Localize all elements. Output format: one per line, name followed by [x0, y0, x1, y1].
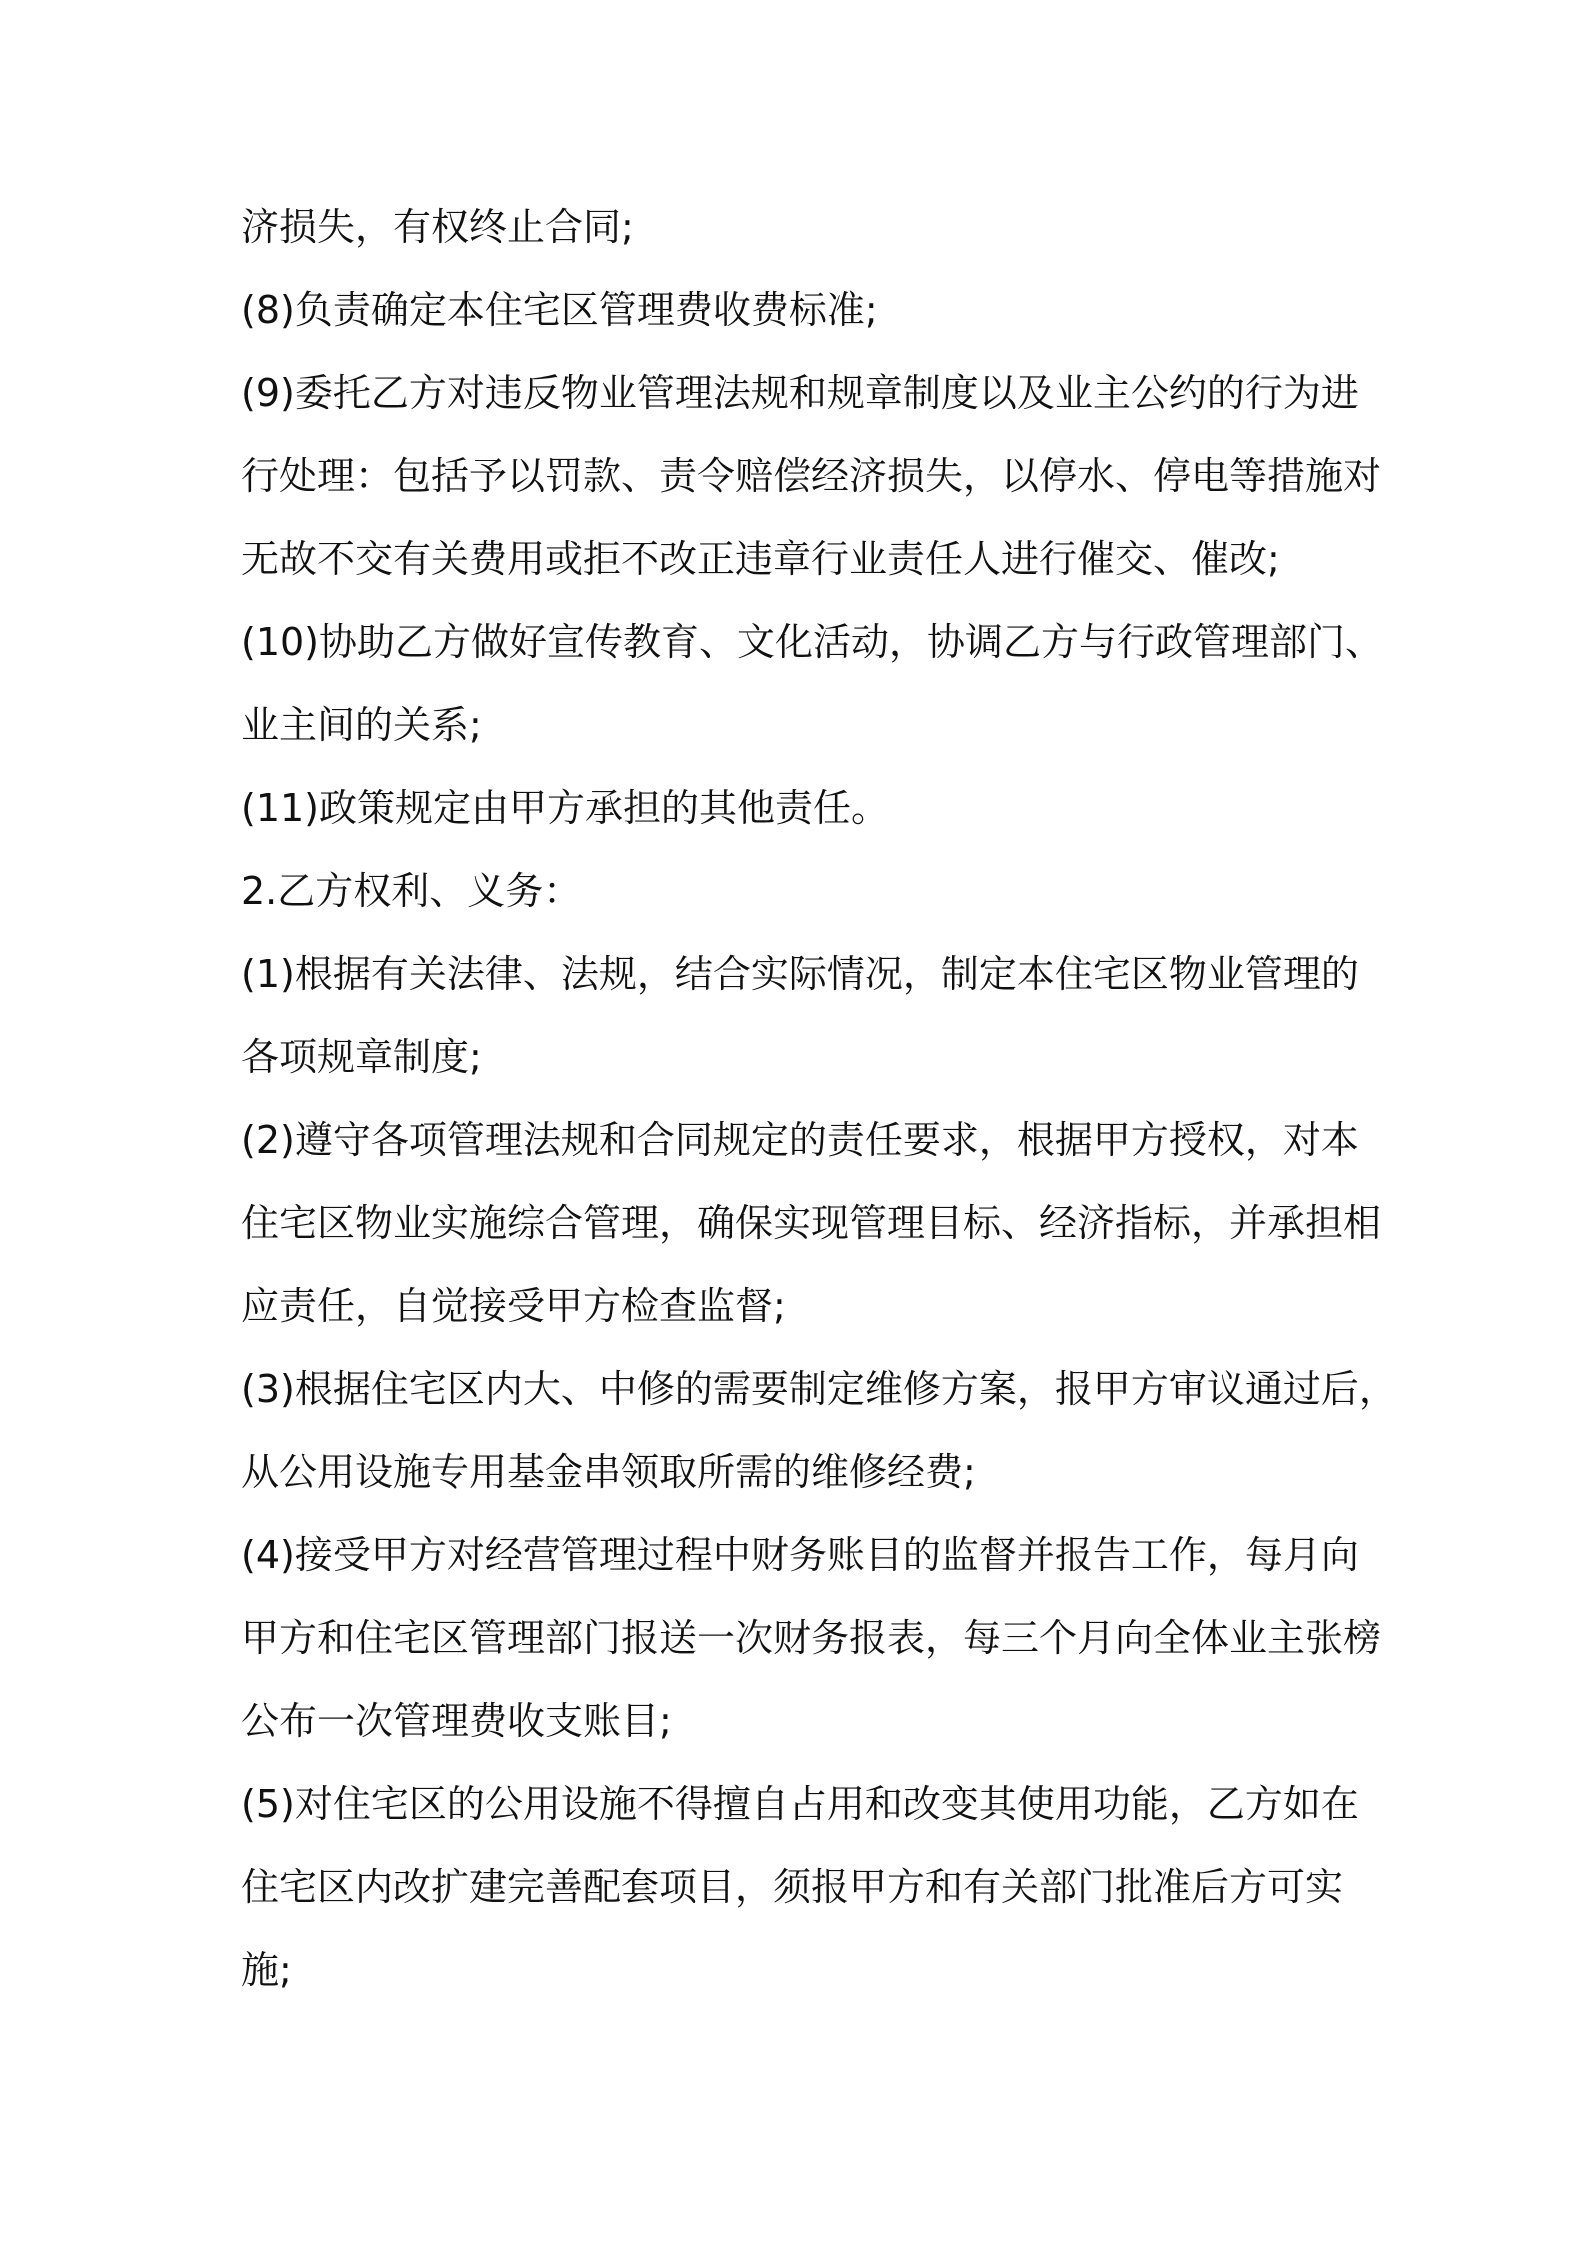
text-line: (4)接受甲方对经营管理过程中财务账目的监督并报告工作，每月向 [241, 1533, 1359, 1577]
text-line: (3)根据住宅区内大、中修的需要制定维修方案，报甲方审议通过后， [241, 1367, 1397, 1411]
text-line: 甲方和住宅区管理部门报送一次财务报表，每三个月向全体业主张榜 [241, 1616, 1382, 1660]
text-line: (11)政策规定由甲方承担的其他责任。 [241, 786, 890, 830]
text-line: (10)协助乙方做好宣传教育、文化活动，协调乙方与行政管理部门、 [241, 620, 1384, 664]
text-line: 住宅区内改扩建完善配套项目，须报甲方和有关部门批准后方可实 [241, 1865, 1344, 1909]
text-line: (5)对住宅区的公用设施不得擅自占用和改变其使用功能，乙方如在 [241, 1782, 1359, 1826]
text-line: (1)根据有关法律、法规，结合实际情况，制定本住宅区物业管理的 [241, 952, 1359, 996]
text-line: (2)遵守各项管理法规和合同规定的责任要求，根据甲方授权，对本 [241, 1118, 1359, 1162]
text-line: 无故不交有关费用或拒不改正违章行业责任人进行催交、催改; [241, 537, 1280, 581]
text-line: 施; [241, 1948, 292, 1992]
section-heading: 2.乙方权利、义务： [241, 869, 582, 913]
text-line: 公布一次管理费收支账目; [241, 1699, 672, 1743]
text-line: 业主间的关系; [241, 703, 482, 747]
text-line: 各项规章制度; [241, 1035, 482, 1079]
text-line: 应责任，自觉接受甲方检查监督; [241, 1284, 786, 1328]
text-line: 从公用设施专用基金串领取所需的维修经费; [241, 1450, 976, 1494]
document-body [241, 186, 1397, 2012]
text-line: 济损失，有权终止合同; [241, 205, 634, 249]
text-line: (9)委托乙方对违反物业管理法规和规章制度以及业主公约的行为进 [241, 371, 1359, 415]
text-line: 住宅区物业实施综合管理，确保实现管理目标、经济指标，并承担相 [241, 1201, 1382, 1245]
text-line: (8)负责确定本住宅区管理费收费标准; [241, 288, 878, 332]
text-line: 行处理：包括予以罚款、责令赔偿经济损失，以停水、停电等措施对 [241, 454, 1382, 498]
